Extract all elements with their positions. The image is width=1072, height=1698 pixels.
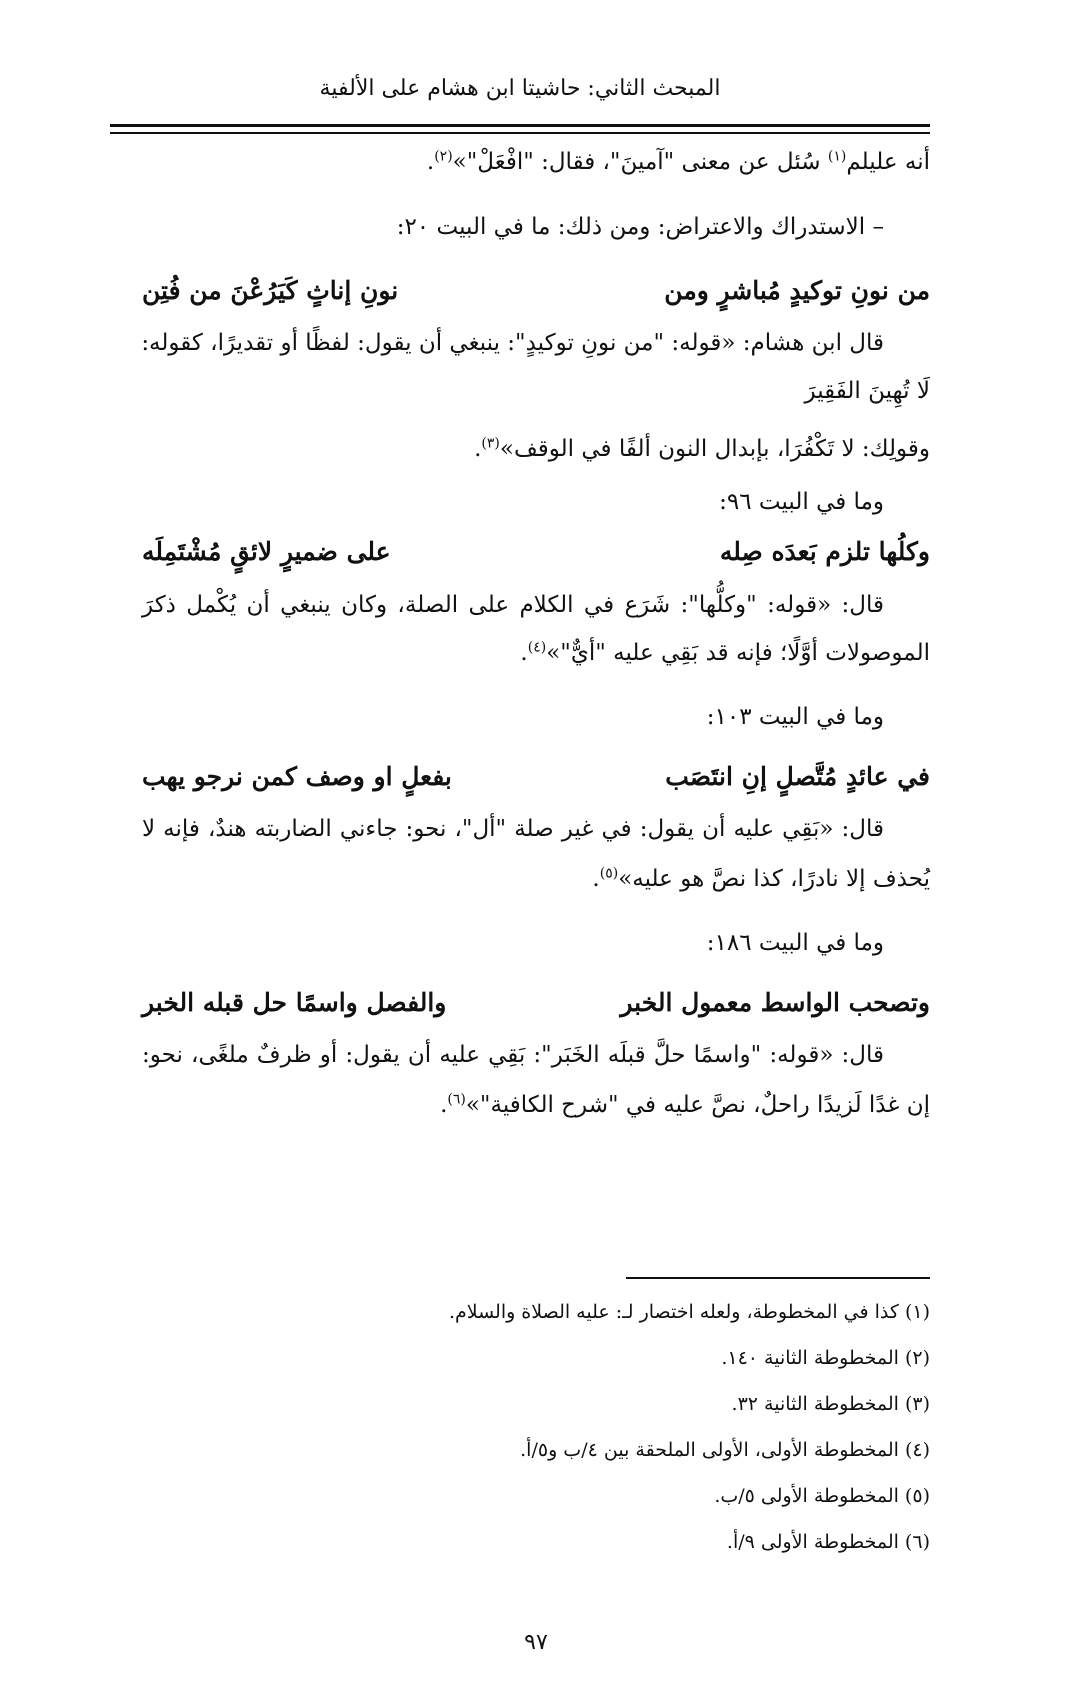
- verse-first-hemistich: في عائدٍ مُتَّصلٍ إنِ انتَصَب: [665, 762, 930, 791]
- verse-1: [142, 273, 930, 309]
- running-header-title: المبحث الثاني: حاشيتا ابن هشام على الألفية: [319, 76, 721, 101]
- body-line-8: [520, 636, 930, 670]
- verse-first-hemistich: وتصحب الواسط معمول الخبر: [620, 988, 930, 1017]
- verse-3: [142, 759, 930, 795]
- body-text: .: [440, 1092, 448, 1118]
- body-line-9: وما في البيت ١٠٣:: [706, 704, 884, 730]
- page-number: ٩٧: [524, 1630, 548, 1655]
- verse-second-hemistich: بفعلٍ او وصف كمن نرجو يهب: [142, 762, 452, 791]
- body-line-5: [474, 432, 930, 466]
- body-text: .: [592, 866, 600, 892]
- body-line-11: [592, 862, 930, 896]
- body-line-12: وما في البيت ١٨٦:: [706, 930, 884, 956]
- body-line-2: – الاستدراك والاعتراض: ومن ذلك: ما في البيت ٢٠:: [396, 214, 884, 240]
- header-rule-thick: [110, 124, 930, 127]
- header-rule-thin: [110, 132, 930, 134]
- body-text: .: [520, 640, 528, 666]
- verse-2: [142, 534, 930, 570]
- body-text: أنه عليلم: [846, 149, 930, 175]
- footnote-6: (٦) المخطوطة الأولى ٩/أ.: [726, 1531, 930, 1553]
- footnote-reference: (٣): [481, 435, 500, 452]
- verse-first-hemistich: وكلُها تلزم بَعدَه صِله: [719, 537, 930, 566]
- body-line-13: قال: «قوله: "واسمًا حلَّ قبلَه الخَبَر": بَقِي عليه أن يقول: أو ظرفٌ ملغًى، نحو:: [142, 1042, 884, 1068]
- body-text: .: [474, 436, 482, 462]
- body-line-1: [427, 145, 930, 179]
- footnote-reference: (١): [827, 148, 847, 165]
- quoted-phrase: لَا تُهِينَ الفَقِيرَ: [804, 378, 930, 404]
- verse-second-hemistich: والفصل واسمًا حل قبله الخبر: [142, 988, 447, 1017]
- footnote-5: (٥) المخطوطة الأولى ٥/ب.: [714, 1485, 930, 1507]
- footnote-3: (٣) المخطوطة الثانية ٣٢.: [731, 1393, 930, 1415]
- body-line-3: قال ابن هشام: «قوله: "من نونِ توكيدٍ": ينبغي أن يقول: لفظًا أو تقديرًا، كقوله:: [141, 330, 884, 356]
- footnote-1: (١) كذا في المخطوطة، ولعله اختصار لـ: عليه الصلاة والسلام.: [448, 1301, 930, 1323]
- body-line-6: وما في البيت ٩٦:: [719, 489, 884, 515]
- footnote-4: (٤) المخطوطة الأولى، الأولى الملحقة بين ٤/ب و٥/أ.: [520, 1439, 930, 1461]
- verse-second-hemistich: على ضميرٍ لائقٍ مُشْتَمِلَه: [142, 537, 391, 566]
- body-text: وقولِك: لا تَكْفُرَا، بإبدال النون ألفًا في الوقف»: [499, 436, 930, 462]
- body-text: الموصولات أوَّلًا؛ فإنه قد بَقِي عليه "أيٌّ"»: [546, 640, 930, 666]
- verse-second-hemistich: نونِ إناثٍ كَيَرُعْنَ من فُتِن: [142, 276, 399, 305]
- verse-first-hemistich: من نونِ توكيدٍ مُباشرٍ ومن: [664, 276, 930, 305]
- footnote-reference: (٦): [447, 1091, 466, 1108]
- body-text: يُحذف إلا نادرًا، كذا نصَّ هو عليه»: [618, 866, 930, 892]
- body-line-10: قال: «بَقِي عليه أن يقول: في غير صلة "أل"، نحو: جاءني الضاربته هندٌ، فإنه لا: [142, 816, 884, 842]
- body-text: إن غدًا لَزيدًا راحلٌ، نصَّ عليه في "شرح الكافية"»: [465, 1092, 930, 1118]
- footnote-reference: (٤): [527, 639, 547, 656]
- body-line-7: قال: «قوله: "وكلُّها": شَرَع في الكلام على الصلة، وكان ينبغي أن يُكْمل ذكرَ: [142, 592, 884, 618]
- verse-4: [142, 985, 930, 1021]
- body-line-14: [440, 1088, 930, 1122]
- body-text: سُئل عن معنى "آمينَ"، فقال: "افْعَلْ"»: [452, 149, 828, 175]
- footnote-separator: [626, 1277, 930, 1279]
- footnote-reference: (٥): [599, 865, 619, 882]
- body-text: .: [426, 149, 435, 175]
- footnote-2: (٢) المخطوطة الثانية ١٤٠.: [721, 1347, 930, 1369]
- footnote-reference: (٢): [434, 148, 453, 165]
